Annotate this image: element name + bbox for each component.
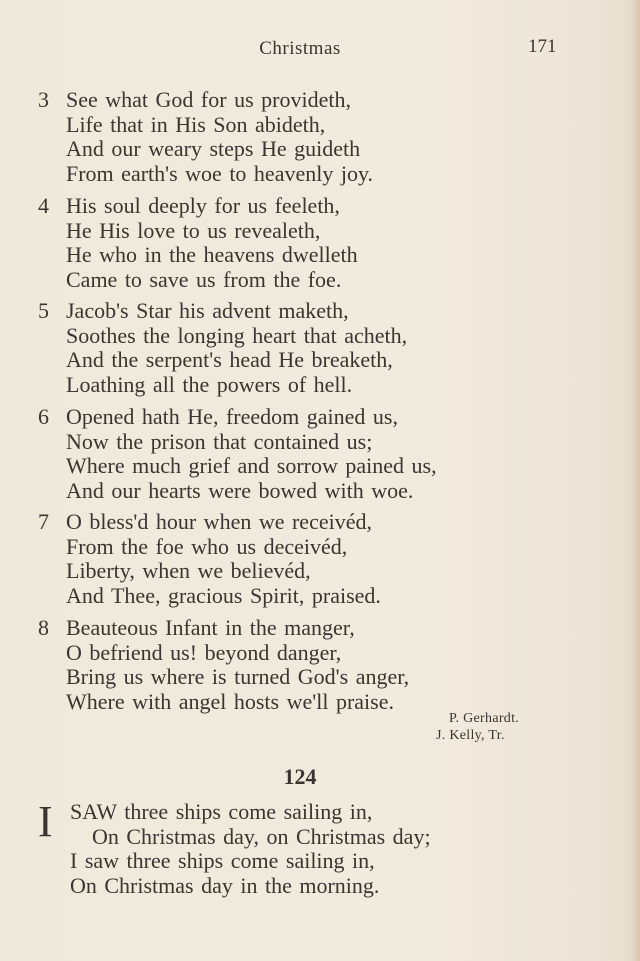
verse-line: On Christmas day, on Christmas day; xyxy=(92,823,431,849)
verse-line: O befriend us! beyond danger, xyxy=(66,639,342,665)
verse-line: Bring us where is turned God's anger, xyxy=(66,664,410,689)
verse-line: See what God for us provideth, xyxy=(66,87,351,112)
verse-line: From the foe who us deceivéd, xyxy=(66,533,348,559)
verse-line: I saw three ships come sailing in, xyxy=(70,848,375,873)
verse-line: On Christmas day in the morning. xyxy=(70,872,380,898)
drop-cap: I xyxy=(38,797,53,846)
verse-line: And the serpent's head He breaketh, xyxy=(66,347,393,372)
translator-attribution: J. Kelly, Tr. xyxy=(436,728,505,743)
verse-line: From earth's woe to heavenly joy. xyxy=(66,160,374,186)
verse-line: Liberty, when we believéd, xyxy=(66,558,311,583)
verse-line: Jacob's Star his advent maketh, xyxy=(66,298,349,323)
verse-line: He His love to us revealeth, xyxy=(66,217,321,243)
running-title: Christmas xyxy=(259,38,341,59)
page-edge-shading xyxy=(630,0,640,961)
verse-line: Opened hath He, freedom gained us, xyxy=(66,404,398,429)
verse-line: Loathing all the powers of hell. xyxy=(66,371,353,397)
author-attribution: P. Gerhardt. xyxy=(449,711,520,726)
hymn-number: 124 xyxy=(283,764,317,789)
stanza-number: 8 xyxy=(38,615,49,640)
verse-line: Where with angel hosts we'll praise. xyxy=(66,688,394,714)
stanza-number: 4 xyxy=(38,193,49,218)
verse-line: And Thee, gracious Spirit, praised. xyxy=(66,582,381,608)
verse-line: Where much grief and sorrow pained us, xyxy=(66,453,437,478)
verse-line: He who in the heavens dwelleth xyxy=(66,242,358,267)
verse-line: SAW three ships come sailing in, xyxy=(70,799,373,824)
verse-line: Soothes the longing heart that acheth, xyxy=(66,322,408,348)
verse-line: His soul deeply for us feeleth, xyxy=(66,193,340,218)
verse-line: Life that in His Son abideth, xyxy=(66,111,326,137)
stanza-number: 7 xyxy=(38,509,49,534)
stanza-number: 6 xyxy=(38,404,49,429)
verse-line: Now the prison that contained us; xyxy=(66,428,373,454)
stanza-number: 3 xyxy=(38,87,49,112)
verse-line: And our hearts were bowed with woe. xyxy=(66,477,414,503)
verse-line: Beauteous Infant in the manger, xyxy=(66,615,355,640)
stanza-number: 5 xyxy=(38,298,49,323)
verse-line: Came to save us from the foe. xyxy=(66,266,342,292)
verse-line: O bless'd hour when we receivéd, xyxy=(66,509,372,534)
page-number: 171 xyxy=(528,36,557,57)
verse-line: And our weary steps He guideth xyxy=(66,136,361,161)
